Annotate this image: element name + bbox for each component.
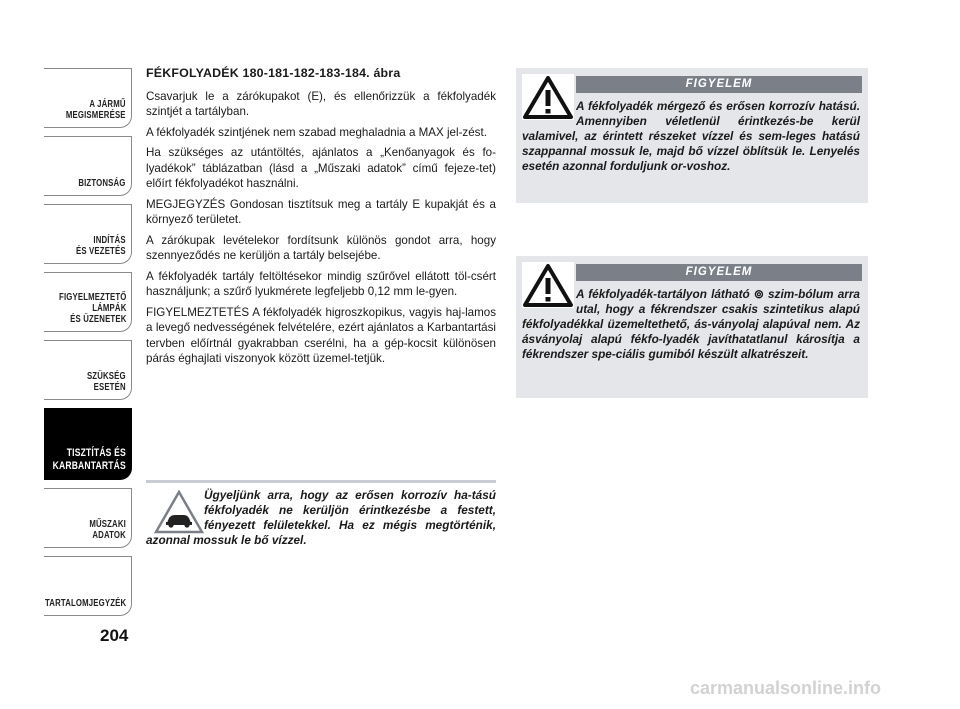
tab-label: SZÜKSÉG ESETÉN xyxy=(87,371,126,393)
tab-safety[interactable] xyxy=(44,136,132,196)
warning-text xyxy=(522,99,860,174)
icon-spacer xyxy=(146,488,204,533)
paragraph: MEGJEGYZÉS Gondosan tisztítsuk meg a tartály E kupakját és a környező területet. xyxy=(146,197,496,226)
icon-spacer xyxy=(522,287,576,315)
tab-starting-driving[interactable] xyxy=(44,204,132,264)
warning-box-synthetic-fluid xyxy=(516,256,868,398)
warning-title: FIGYELEM xyxy=(576,76,862,93)
paragraph: FIGYELMEZTETÉS A fékfolyadék higroszkopikus, vagyis haj-lamos a levegő nedvességének felvételére, ezért ajánlatos a Karbantartási tervben előírtnál gyakrabban cserélni, ha a gép-kocsit különösen párás éghajlati viszonyok között üzemel-tetjük. xyxy=(146,305,496,365)
tab-label: MŰSZAKI ADATOK xyxy=(89,519,126,541)
paragraph: Csavarjuk le a zárókupakot (E), és ellenőrizzük a fékfolyadék szintjét a tartályban. xyxy=(146,89,496,118)
paragraph: A fékfolyadék tartály feltöltésekor mindig szűrővel ellátott töl-csért használjunk; a szűrő lyukmérete legfeljebb 0,12 mm le-gyen. xyxy=(146,269,496,298)
tab-label: FIGYELMEZTETŐ LÁMPÁK ÉS ÜZENETEK xyxy=(58,292,126,325)
tab-vehicle-overview[interactable] xyxy=(44,68,132,128)
section-heading: FÉKFOLYADÉK 180-181-182-183-184. ábra xyxy=(146,66,401,80)
tab-label: TARTALOMJEGYZÉK xyxy=(44,598,126,609)
warning-body-end: szim-bólum arra utal, hogy a fékrendszer csakis szintetikus alapú fékfolyadékkal üzemeltethető, ás-ványolaj alapúval nem. Az ásványolaj alapú fékfo-lyadék javíthatatlanul károsítja a fékrendszer spe-ciális gumiból készült alkatrészeit. xyxy=(522,287,860,361)
tab-label: TISZTÍTÁS ÉS KARBANTARTÁS xyxy=(52,447,126,472)
tab-label: BIZTONSÁG xyxy=(78,178,126,189)
warning-body-start: A fékfolyadék-tartályon látható xyxy=(576,287,750,301)
tab-contents[interactable] xyxy=(44,556,132,616)
tab-cleaning-maintenance[interactable] xyxy=(44,408,132,480)
note-text xyxy=(146,488,496,548)
warning-text xyxy=(522,287,860,362)
page-number: 204 xyxy=(100,626,129,645)
tab-emergency[interactable] xyxy=(44,340,132,400)
warning-box-toxic xyxy=(516,68,868,203)
tab-technical-data[interactable] xyxy=(44,488,132,548)
paint-caution-note xyxy=(146,480,496,557)
warning-title: FIGYELEM xyxy=(576,264,862,281)
tab-label: INDÍTÁS ÉS VEZETÉS xyxy=(76,235,126,257)
brake-fluid-symbol-icon: ⊚ xyxy=(753,287,764,301)
paragraph: A zárókupak levételekor fordítsunk különös gondot arra, hogy szennyeződés ne kerüljön a tartály belsejébe. xyxy=(146,233,496,262)
tab-warning-lights[interactable] xyxy=(44,272,132,332)
note-body: Ügyeljünk arra, hogy az erősen korrozív ha-tású fékfolyadék ne kerüljön érintkezésbe a festett, fényezett felületekkel. Ha ez mégis megtörténik, azonnal mossuk le bő vízzel. xyxy=(146,488,496,547)
tab-label: A JÁRMŰ MEGISMERÉSE xyxy=(66,99,126,121)
icon-spacer xyxy=(522,99,576,127)
paragraph: Ha szükséges az utántöltés, ajánlatos a „Kenőanyagok és fo-lyadékok” táblázatban (lásd a „Műszaki adatok” című fejeze-tet) előírt fékfolyadékot használni. xyxy=(146,146,496,190)
main-text-column xyxy=(146,66,496,372)
watermark: carmanualsonline.info xyxy=(690,678,882,698)
paragraph: A fékfolyadék szintjének nem szabad meghaladnia a MAX jel-zést. xyxy=(146,125,487,139)
warning-body: A fékfolyadék mérgező és erősen korrozív hatású. Amennyiben véletlenül érintkezés-be kerül valamivel, az érintett részeket vízzel és sem-leges hatású szappannal mossuk le, majd bő vízzel öblítsük le. Lenyelés esetén azonnal forduljunk or-voshoz. xyxy=(522,99,860,173)
